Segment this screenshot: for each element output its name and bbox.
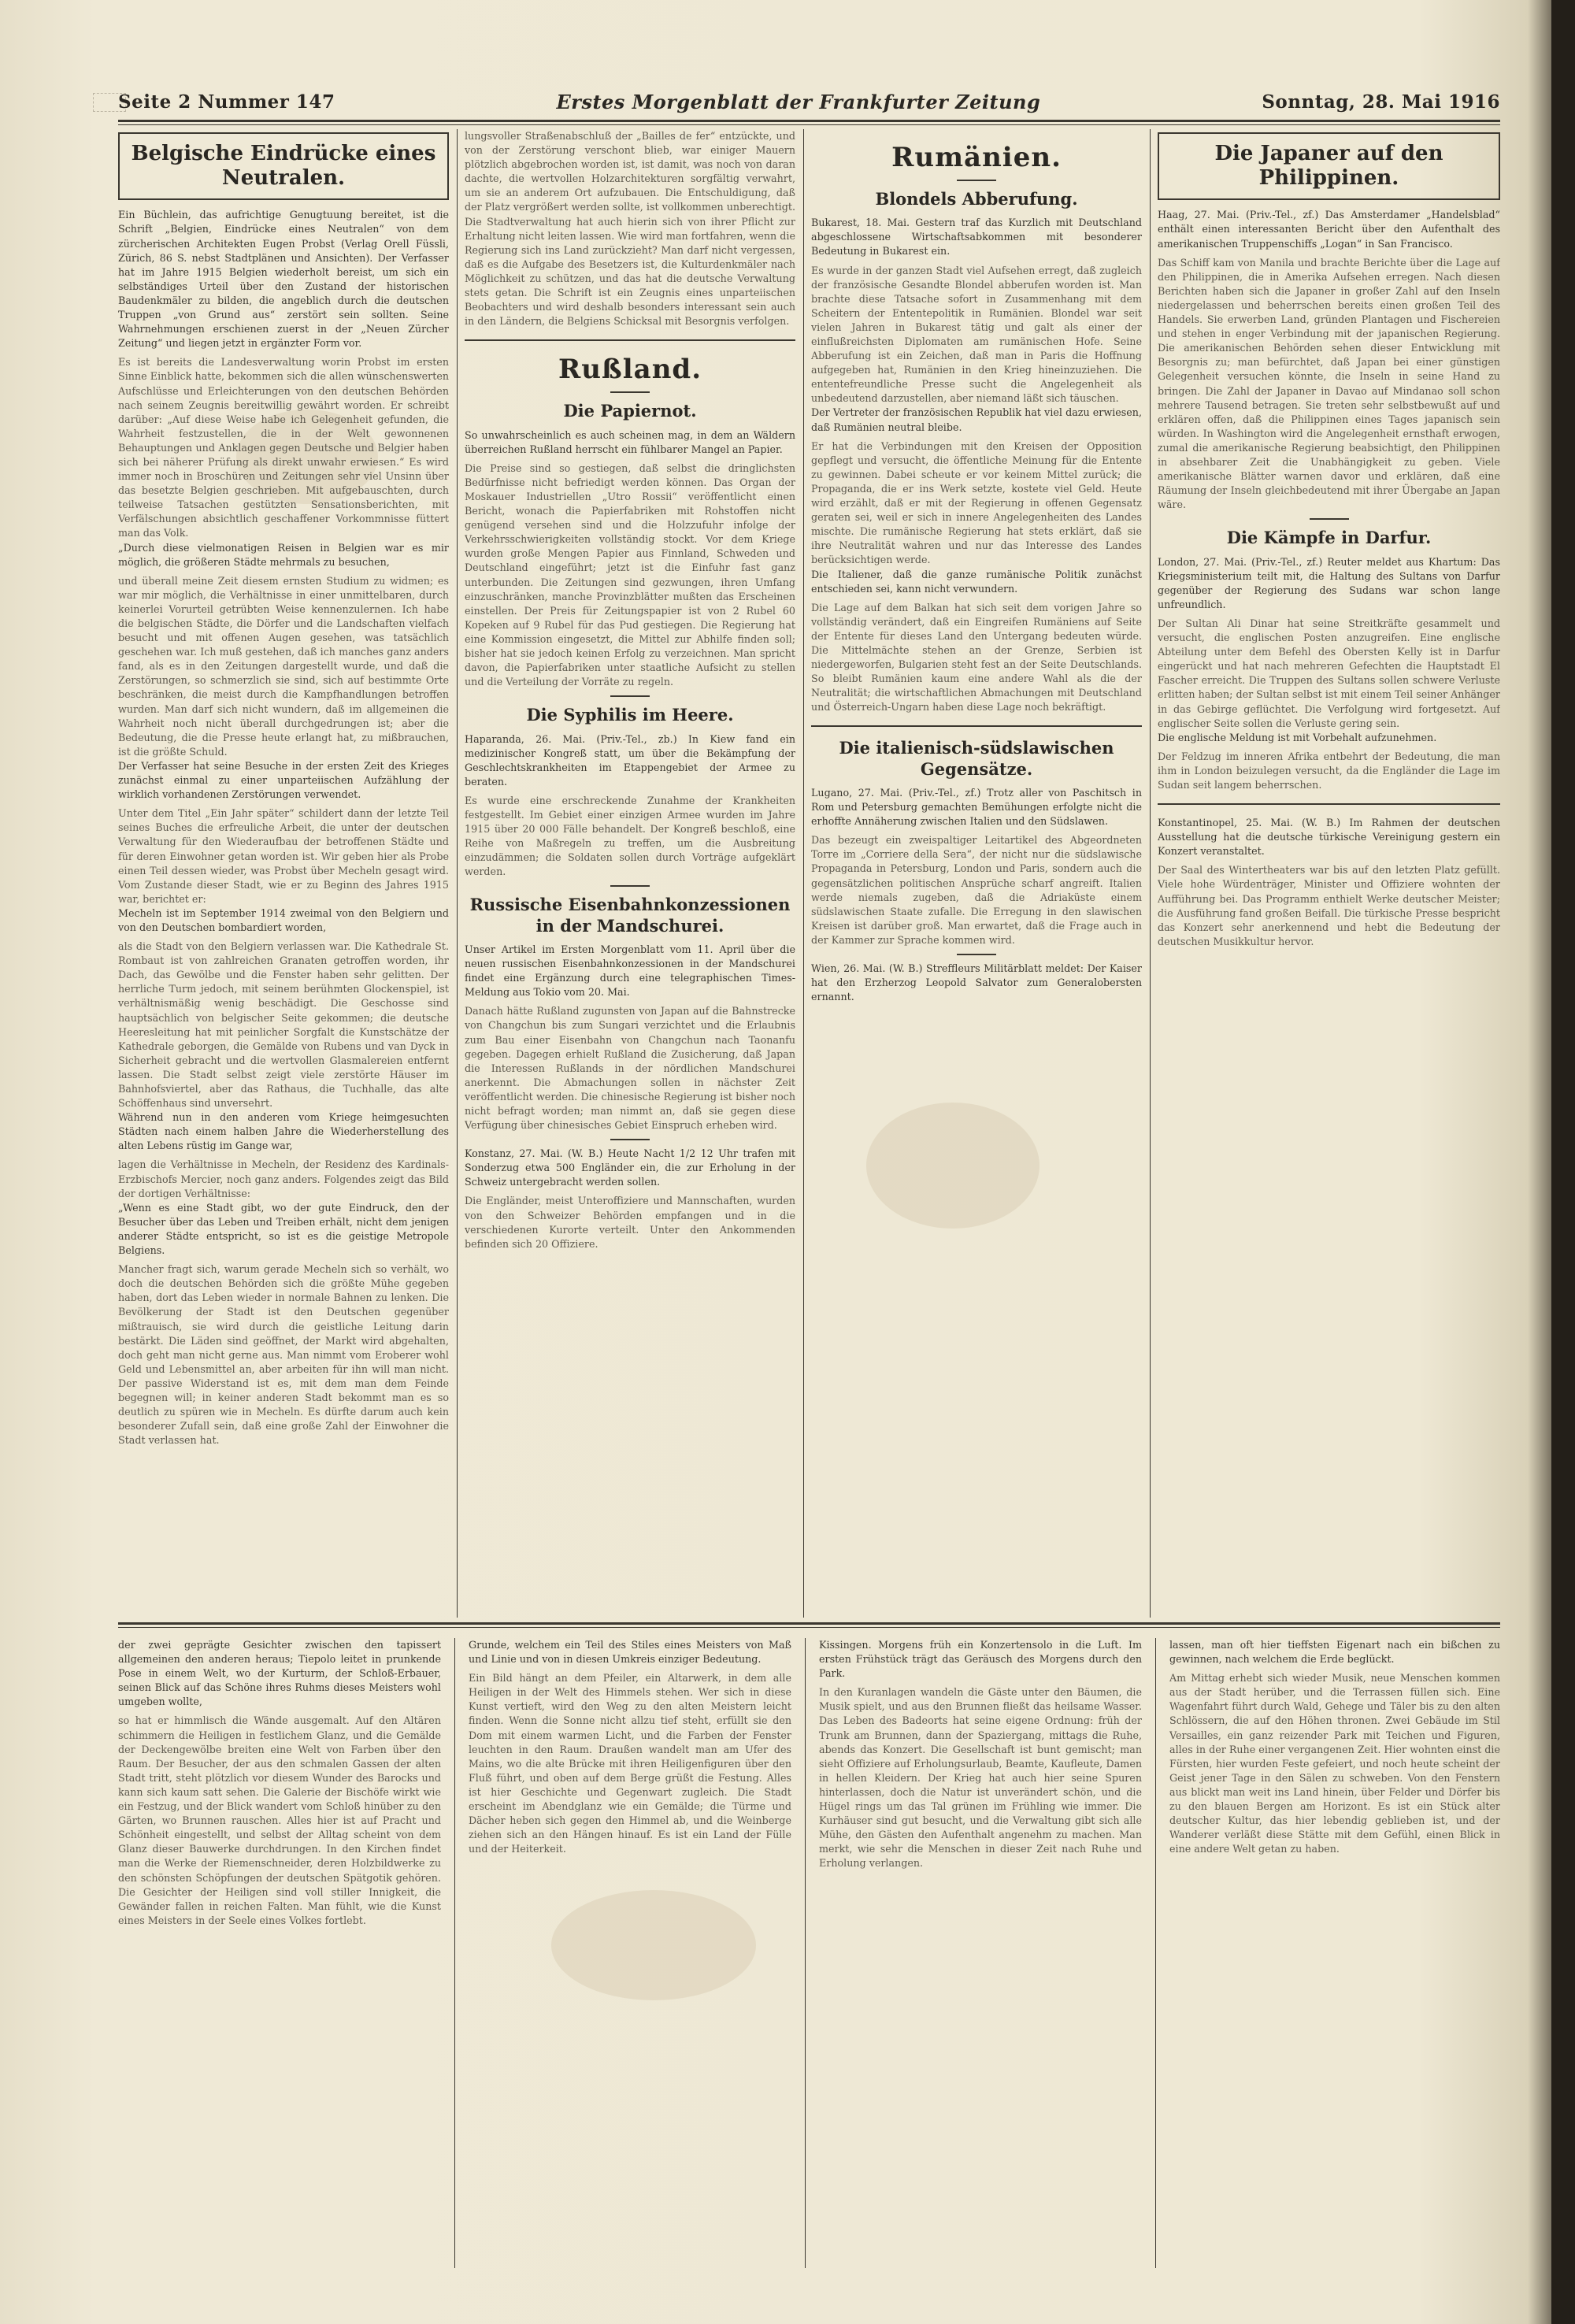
- article-body: Mancher fragt sich, warum gerade Mecheln sich so verhält, wo doch die deutschen Behörden sich die größte Mühe gegeben haben, dort das Leben wieder in normale Bahnen zu lenken. Die Bevölkerung der Stadt ist den Deutschen gegenüber mißtrauisch, sie wird durch die geistliche Leitung darin bestärkt. Die Läden sind geöffnet, der Markt wird abgehalten, doch geht man nicht gerne aus. Man nimmt vom Eroberer wohl Geld und Lebensmittel an, aber arbeiten für ihn will man nicht. Der passive Widerstand ist es, mit dem man dem Feinde begegnen will; in keiner anderen Stadt bekommt man es so deutlich zu spüren wie in Mecheln. Es dürfte darum auch kein besonderer Zufall sein, daß eine große Zahl der Einwohner die Stadt verlassen hat.: [118, 1263, 449, 1447]
- feuilleton-columns: [118, 1638, 1500, 2268]
- article-paragraph: So unwahrscheinlich es auch scheinen mag, in dem an Wäldern überreichen Rußland herrscht ein fühlbarer Mangel an Papier.: [465, 428, 795, 455]
- article-paragraph: Während nun in den anderen vom Kriege heimgesuchten Städten nach einem halben Jahre die Wiederherstellung des alten Lebens rüstig im Gange war,: [118, 1111, 449, 1152]
- article-title: Die Syphilis im Heere.: [526, 705, 734, 725]
- title-rule: [610, 1139, 650, 1140]
- article-paragraph: Wien, 26. Mai. (W. B.) Streffleurs Militärblatt meldet: Der Kaiser hat den Erzherzog Leopold Salvator zum Generalobersten ernannt.: [811, 962, 1142, 1003]
- article-body: Am Mittag erhebt sich wieder Musik, neue Menschen kommen aus der Stadt herüber, und die Terrassen füllen sich. Eine Wagenfahrt führt durch Wald, Gehege und Täler bis zu den alten Schlössern, die auf den Höhen thronen. Zwei Gebäude im Stil Versailles, ein ganz reizender Park mit Teichen und Figuren, alles in der Ruhe einer vergangenen Zeit. Hier wohnten einst die Fürsten, hier wurden Feste gefeiert, und noch heute scheint der Geist jener Tage in den Sälen zu schweben. Von den Fenstern aus blickt man weit ins Land hinein, über Felder und Dörfer bis zu den blauen Bergen am Horizont. Es ist ein Stück alter deutscher Kultur, das hier lebendig geblieben ist, und der Wanderer verläßt diese Stätte mit dem Gefühl, einen Blick in eine andere Welt getan zu haben.: [1169, 1672, 1500, 1855]
- column-belgien: [118, 129, 449, 1618]
- article-quote: „Wenn es eine Stadt gibt, wo der gute Eindruck, den der Besucher über das Leben und Treiben erhält, nicht dem jenigen anderer Städte entspricht, so ist es die geistige Metropole Belgiens.: [118, 1201, 449, 1257]
- column-japaner: [1158, 129, 1500, 1618]
- article-body: Danach hätte Rußland zugunsten von Japan auf die Bahnstrecke von Changchun bis zum Sungari verzichtet und die Erlaubnis zum Bau einer Eisenbahn von Changchun nach Taonanfu gegeben. Dagegen erhielt Rußland die Zusicherung, daß Japan die Interessen Rußlands in der nördlichen Mandschurei anerkennt. Die Abmachungen sollen in nächster Zeit veröffentlicht werden. Die chinesische Regierung ist bisher noch nicht befragt worden; man nimmt an, daß sie gegen diese Verfügung über chinesisches Gebiet Einspruch erheben wird.: [465, 1005, 795, 1132]
- article-body: Der Feldzug im inneren Afrika entbehrt der Bedeutung, die man ihm in London beizulegen versucht, da die Engländer die Lage im Sudan seit langem beherrschen.: [1158, 750, 1500, 791]
- article-paragraph: Die englische Meldung ist mit Vorbehalt aufzunehmen.: [1158, 731, 1437, 743]
- article-title: Blondels Abberufung.: [875, 189, 1078, 209]
- article-body: Die Lage auf dem Balkan hat sich seit dem vorigen Jahre so vollständig verändert, daß ein Eingreifen Rumäniens auf Seite der Entente für dieses Land den Untergang bedeuten würde. Die Mittelmächte stehen an der Grenze, Serbien ist niedergeworfen, Bulgarien steht fest an der Seite Deutschlands. So bleibt Rumänien kaum eine andere Wahl als die der Neutralität; die wirtschaftlichen Abmachungen mit Deutschland und Österreich-Ungarn haben diese Lage noch bekräftigt.: [811, 601, 1142, 714]
- article-body: Unter dem Titel „Ein Jahr später“ schildert dann der letzte Teil seines Buches die erfreuliche Arbeit, die unter der deutschen Verwaltung für den Wiederaufbau der betroffenen Städte und für deren Einwohner getan worden ist. Wir geben hier als Probe einen Teil dessen wieder, was Probst über Mecheln gesagt wird. Vom Zustande dieser Stadt, wie er zu Beginn des Jahres 1915 war, berichtet er:: [118, 807, 449, 905]
- article-body: Es wurde in der ganzen Stadt viel Aufsehen erregt, daß zugleich der französische Gesandte Blondel abberufen worden ist. Man brachte diese Tatsache sofort in Zusammenhang mit dem Scheitern der Ententepolitik in Rumänien. Blondel war seit vielen Jahren in Bukarest tätig und galt als einer der einflußreichsten Diplomaten am rumänischen Hofe. Seine Abberufung ist ein Zeichen, daß man in Paris die Hoffnung aufgegeben hat, Rumänien in den Krieg hineinzuziehen. Die ententefreundliche Presse sucht die Angelegenheit als unbedeutend darzustellen, aber niemand läßt sich täuschen.: [811, 264, 1142, 405]
- article-body: lungsvoller Straßenabschluß der „Bailles de fer“ entzückte, und von der Zerstörung verschont blieb, war einiger Mauern plötzlich abgebrochen worden ist, ist damit, was noch von daran dachte, die wertvollen Holzarchitekturen sorgfältig verwahrt, um sie an anderem Ort aufzubauen. Die Entschuldigung, daß der Platz vergrößert werden sollte, ist vollkommen unberechtigt. Die Stadtverwaltung hat auch hierin sich von ihrer Pflicht zur Erhaltung nicht leiten lassen. Wie wird man fortfahren, wenn die Regierung sich ins Land zurückzieht? Man darf nicht vergessen, daß es die Aufgabe des Besetzers ist, die Kulturdenkmäler nach Möglichkeit zu schützen, und das hat die deutsche Verwaltung stets getan. Die Schrift ist ein Zeugnis eines unparteiischen Beobachters und wird deshalb besonders interessant sein auch in den Ländern, die Belgiens Schicksal mit Besorgnis verfolgen.: [465, 130, 795, 328]
- feuilleton-col-1: [118, 1638, 441, 2268]
- column-rule: [803, 129, 804, 1618]
- article-paragraph: Der Vertreter der französischen Republik hat viel dazu erwiesen, daß Rumänien neutral bleibe.: [811, 406, 1142, 433]
- article-body: In den Kuranlagen wandeln die Gäste unter den Bäumen, die Musik spielt, und aus den Brunnen fließt das heilsame Wasser. Das Leben des Badeorts hat seine eigene Ordnung: früh der Trunk am Brunnen, dann der Spaziergang, mittags die Ruhe, abends das Konzert. Die Gesellschaft ist bunt gemischt; man sieht Offiziere auf Erholungsurlaub, Beamte, Kaufleute, Damen in hellen Kleidern. Der Krieg hat auch hier seine Spuren hinterlassen, doch die Natur ist unverändert schön, und die Hügel rings um das Tal grünen im Frühling wie immer. Die Kurhäuser sind gut besucht, und die Verwaltung gibt sich alle Mühe, den Gästen den Aufenthalt angenehm zu machen. Man merkt, wie sehr die Menschen in dieser Zeit nach Ruhe und Erholung verlangen.: [819, 1686, 1142, 1870]
- article-paragraph: Unser Artikel im Ersten Morgenblatt vom 11. April über die neuen russischen Eisenbahnkonzessionen in der Mandschurei findet eine Ergänzung durch eine telegraphischen Times-Meldung aus Tokio vom 20. Mai.: [465, 943, 795, 999]
- article-paragraph: lassen, man oft hier tieffsten Eigenart nach ein bißchen zu gewinnen, nach welchem die Erde beglückt.: [1169, 1639, 1500, 1666]
- article-paragraph: London, 27. Mai. (Priv.-Tel., zf.) Reuter meldet aus Khartum: Das Kriegsministerium teilt mit, die Haltung des Sultans von Darfur gegenüber der Regierung des Sudans war schon lange unfreundlich.: [1158, 555, 1500, 610]
- article-headline: Die Japaner auf den Philippinen.: [1158, 132, 1500, 200]
- article-body: Ein Bild hängt an dem Pfeiler, ein Altarwerk, in dem alle Heiligen in der Welt des Himmels stehen. Wer sich in diese Kunst vertieft, wird den Weg zu den alten Meistern leicht finden. Wenn die Sonne nicht allzu tief steht, erfüllt sie den Dom mit einem warmen Licht, und die Farben der Fenster leuchten in den Raum. Draußen wandelt man am Ufer des Mains, wo die alte Brücke mit ihren Heiligenfiguren über den Fluß führt, und oben auf dem Berge grüßt die Festung. Alles ist hier Geschichte und Gegenwart zugleich. Die Stadt erscheint im Abendglanz wie ein Gemälde; die Türme und Dächer heben sich gegen den Himmel ab, und die Weinberge ziehen sich an den Hängen hinauf. Es ist ein Land der Fülle und der Heiterkeit.: [469, 1672, 791, 1855]
- article-body: Der Saal des Wintertheaters war bis auf den letzten Platz gefüllt. Viele hohe Würdenträger, Minister und Offiziere wohnten der Aufführung bei. Das Programm enthielt Werke deutscher Meister; die Ausführung fand großen Beifall. Die türkische Presse bespricht das Konzert sehr anerkennend und hebt die Bedeutung der deutschen Musikkultur hervor.: [1158, 864, 1500, 947]
- title-rule: [957, 954, 996, 955]
- feuilleton-col-3: [819, 1638, 1142, 2268]
- feuilleton-rule-thin: [118, 1627, 1500, 1628]
- article-body: Das bezeugt ein zweispaltiger Leitartikel des Abgeordneten Torre im „Corriere della Sera“, der nicht nur die südslawische Propaganda in Petersburg, London und Paris, sondern auch die gegensätzlichen politischen Ansprüche scharf angreift. Italien werde niemals zugeben, daß die Adriaküste einem südslawischen Staate zufalle. Die Erregung in den slawischen Kreisen ist darüber groß. Man erwartet, daß die Frage auch in der Kammer zur Sprache kommen wird.: [811, 834, 1142, 946]
- section-title: Rußland.: [558, 354, 702, 386]
- article-body: Das Schiff kam von Manila und brachte Berichte über die Lage auf den Philippinen, die in Amerika Aufsehen erregen. Nach diesen Berichten haben sich die Japaner in großer Zahl auf den Inseln niedergelassen und beherrschen bereits einen großen Teil des Handels. Sie erwerben Land, gründen Plantagen und Fischereien und stehen in enger Verbindung mit der japanischen Regierung. Die amerikanischen Behörden sehen dieser Entwicklung mit Besorgnis zu; man befürchtet, daß Japan bei einer günstigen Gelegenheit versuchen könnte, die Inseln in seine Hand zu bringen. Die Zahl der Japaner in Davao auf Mindanao soll schon mehrere Tausend betragen. Sie treten sehr selbstbewußt auf und erklären offen, daß die Philippinen eines Tages japanisch sein würden. In Washington wird die Angelegenheit ernsthaft erwogen, zumal die amerikanische Regierung beabsichtigt, den Philippinen in absehbarer Zeit die Unabhängigkeit zu geben. Viele amerikanische Blätter warnen davor und erklären, daß eine Räumung der Inseln gleichbedeutend mit ihrer Übergabe an Japan wäre.: [1158, 256, 1500, 511]
- section-divider: [465, 339, 795, 341]
- article-paragraph: Konstanz, 27. Mai. (W. B.) Heute Nacht 1/2 12 Uhr trafen mit Sonderzug etwa 500 Engländer ein, die zur Erholung in der Schweiz untergebracht werden sollen.: [465, 1147, 795, 1188]
- column-rule: [1150, 129, 1151, 1618]
- article-body: Er hat die Verbindungen mit den Kreisen der Opposition gepflegt und versucht, die öffentliche Meinung für die Entente zu gewinnen. Dabei scheute er vor keinem Mittel zurück; die Propaganda, die er ins Werk setzte, kostete viel Geld. Heute wird erzählt, daß er mit der Regierung in offenen Gegensatz geraten sei, weil er sich in innere Angelegenheiten des Landes mischte. Die rumänische Regierung hat stets erklärt, daß sie ihre Neutralität wahren und nur das Interesse des Landes berücksichtigen werde.: [811, 439, 1142, 566]
- page-edge-shadow: [1551, 0, 1575, 2324]
- masthead-rule-thin: [118, 124, 1500, 125]
- section-divider: [811, 725, 1142, 727]
- column-rule: [805, 1638, 806, 2268]
- article-paragraph: Lugano, 27. Mai. (Priv.-Tel., zf.) Trotz aller von Paschitsch in Rom und Petersburg gemachten Bemühungen erfolgte nicht die erhoffte Annäherung zwischen Italien und den Südslawen.: [811, 786, 1142, 828]
- article-body: lagen die Verhältnisse in Mecheln, der Residenz des Kardinals-Erzbischofs Mercier, noch ganz anders. Folgendes zeigt das Bild der dortigen Verhältnisse:: [118, 1158, 449, 1199]
- article-paragraph: Die Italiener, daß die ganze rumänische Politik zunächst entschieden sei, kann nicht verwundern.: [811, 568, 1142, 595]
- article-quote: „Durch diese vielmonatigen Reisen in Belgien war es mir möglich, die größeren Städte mehrmals zu besuchen,: [118, 541, 449, 568]
- article-paragraph: Mecheln ist im September 1914 zweimal von den Belgiern und von den Deutschen bombardiert worden,: [118, 906, 449, 933]
- article-paragraph: Der Verfasser hat seine Besuche in der ersten Zeit des Krieges zunächst einmal zu einer unparteiischen Aufzählung der wirklich vorhandenen Zerstörungen verwendet.: [118, 759, 449, 801]
- title-rule: [957, 180, 996, 181]
- article-headline: Belgische Eindrücke eines Neutralen.: [118, 132, 449, 200]
- article-title: Russische Eisenbahnkonzessionen in der Mandschurei.: [469, 895, 791, 936]
- paper-title: Erstes Morgenblatt der Frankfurter Zeitung: [556, 90, 1041, 113]
- article-paragraph: Haparanda, 26. Mai. (Priv.-Tel., zb.) In Kiew fand ein medizinischer Kongreß statt, um über die Bekämpfung der Geschlechtskrankheiten im Etappengebiet der Armee zu beraten.: [465, 732, 795, 788]
- article-paragraph: Grunde, welchem ein Teil des Stiles eines Meisters von Maß und Linie und von in diesen Umkreis einziger Bedeutung.: [469, 1639, 791, 1666]
- article-title: Die Kämpfe in Darfur.: [1226, 528, 1432, 548]
- article-paragraph: Ein Büchlein, das aufrichtige Genugtuung bereitet, ist die Schrift „Belgien, Eindrücke eines Neutralen“ von dem zürcherischen Architekten Eugen Probst (Verlag Orell Füssli, Zürich, 86 S. nebst Stadtplänen und Ansichten). Der Verfasser hat im Jahre 1915 Belgien wiederholt bereist, um sich ein selbständiges Urteil über den Zustand der historischen Baudenkmäler zu bilden, die angeblich durch die deutschen Truppen „von Grund aus“ zerstört sein sollten. Seine Wahrnehmungen erschienen zuerst in der „Neuen Zürcher Zeitung“ und liegen jetzt in ergänzter Form vor.: [118, 209, 449, 350]
- masthead-rule: [118, 120, 1500, 122]
- article-body: Der Sultan Ali Dinar hat seine Streitkräfte gesammelt und versucht, die englischen Posten anzugreifen. Eine englische Abteilung unter dem Befehl des Obersten Kelly ist in Darfur eingerückt und hat nach mehreren Gefechten die Hauptstadt El Fascher erreicht. Die Truppen des Sultans sollen schwere Verluste erlitten haben; der Sultan selbst ist mit einem Teil seiner Anhänger in das Gebirge geflüchtet. Die Verfolgung wird fortgesetzt. Auf englischer Seite sollen die Verluste gering sein.: [1158, 617, 1500, 729]
- title-rule: [610, 391, 650, 393]
- column-rule: [1155, 1638, 1156, 2268]
- column-rumaenien: [811, 129, 1142, 1618]
- article-paragraph: Haag, 27. Mai. (Priv.-Tel., zf.) Das Amsterdamer „Handelsblad“ enthält einen interessanten Bericht über den Aufenthalt des amerikanischen Truppenschiffs „Logan“ in San Francisco.: [1158, 209, 1500, 250]
- column-rule: [457, 129, 458, 1618]
- article-body: Die Preise sind so gestiegen, daß selbst die dringlichsten Bedürfnisse nicht befriedigt werden können. Das Organ der Moskauer Industriellen „Utro Rossii“ veröffentlicht einen Bericht, wonach die Papierfabriken mit Rohstoffen nicht genügend versehen sind und die Holzzufuhr infolge der Verkehrsschwierigkeiten vollständig stockt. Vor dem Kriege wurden große Mengen Papier aus Finnland, Schweden und Deutschland eingeführt; jetzt ist die Einfuhr fast ganz unterbunden. Die Zeitungen sind gezwungen, ihren Umfang einzuschränken, manche Provinzblätter mußten das Erscheinen einstellen. Der Preis für Zeitungspapier ist von 2 Rubel 60 Kopeken auf 9 Rubel für das Pud gestiegen. Die Regierung hat eine Kommission eingesetzt, die Mittel zur Abhilfe finden soll; bisher hat sie jedoch keinen Erfolg zu verzeichnen. Man spricht davon, die Papierfabriken unter staatliche Aufsicht zu stellen und die Verteilung der Vorräte zu regeln.: [465, 461, 795, 688]
- article-paragraph: Kissingen. Morgens früh ein Konzertensolo in die Luft. Im ersten Frühstück trägt das Geräusch des Morgens durch den Park.: [819, 1639, 1142, 1680]
- article-paragraph: Bukarest, 18. Mai. Gestern traf das Kurzlich mit Deutschland abgeschlossene Wirtschaftsabkommen mit besonderer Bedeutung in Bukarest ein.: [811, 217, 1142, 258]
- feuilleton-col-2: [469, 1638, 791, 2268]
- article-body: und überall meine Zeit diesem ernsten Studium zu widmen; es war mir möglich, die Verhältnisse in einer unmittelbaren, durch keinerlei Vorurteil getrübten Weise kennenzulernen. Ich habe die belgischen Städte, die Dörfer und die Landschaften vielfach besucht und mit offenen Augen gesehen, was tatsächlich geschehen war. Ich muß gestehen, daß ich manches ganz anders fand, als es in den Zeitungen dargestellt wurde, und daß die Zerstörungen, so schmerzlich sie sind, sich auf bestimmte Orte beschränken, die meist durch die Kampfhandlungen betroffen wurden. Man darf sich nicht wundern, daß im allgemeinen die Wahrheit noch nicht überall durchgedrungen ist; aber die Bedeutung, die die Presse heute erlangt hat, zu mißbrauchen, ist die größte Schuld.: [118, 574, 449, 758]
- upper-columns: [118, 129, 1500, 1618]
- article-body: Es ist bereits die Landesverwaltung worin Probst im ersten Sinne Einblick hatte, bekommen sich die allen wünschenswerten Aufschlüsse und Erleichterungen von den deutschen Behörden nach seinem Zeugnis bereitwillig gewährt worden. Er schreibt darüber: „Auf diese Weise habe ich Gelegenheit gefunden, die Wahrheit festzustellen, die in der Welt gewonnenen Behauptungen und Anklagen gegen Deutsche und Belgier haben sich bei näherer Prüfung als direkt unwahr erwiesen.“ Es wird immer noch in Broschüren und Zeitungen sehr viel Unsinn über das besetzte Belgien geschrieben. Mit aufgebauschten, durch teilweise Tatsachen gestützten Sensationsberichten, mit Verfälschungen absichtlich geschaffener Vorkommnisse füttert man das Volk.: [118, 356, 449, 539]
- masthead: [118, 85, 1500, 118]
- article-body: so hat er himmlisch die Wände ausgemalt. Auf den Altären schimmern die Heiligen in festlichem Glanz, und die Gemälde der Deckengewölbe breiten eine Welt von Farben über den Raum. Der Besucher, der aus den schmalen Gassen der alten Stadt tritt, steht plötzlich vor diesem Wunder des Barocks und kann sich kaum satt sehen. Die Galerie der Bischöfe wirkt wie ein Festzug, und der Blick wandert vom Schloß hinüber zu den Gärten, wo Brunnen rauschen. Alles hier ist auf Pracht und Schönheit eingestellt, und selbst der Alltag scheint von dem Glanz dieser Bauwerke durchdrungen. In den Kirchen findet man die Werke der Riemenschneider, deren Holzbildwerke zu den schönsten Schöpfungen der deutschen Spätgotik gehören. Die Gesichter der Heiligen sind voll stiller Innigkeit, die Gewänder fallen in reichen Falten. Man fühlt, wie die Kunst eines Meisters in der Seele eines Volkes fortlebt.: [118, 1714, 441, 1926]
- title-rule: [610, 695, 650, 697]
- article-body: Die Engländer, meist Unteroffiziere und Mannschaften, wurden von den Schweizer Behörden empfangen und in die verschiedenen Kurorte verteilt. Unter den Ankommenden befinden sich 20 Offiziere.: [465, 1195, 795, 1250]
- issue-date: Sonntag, 28. Mai 1916: [1262, 91, 1500, 113]
- section-title: Rumänien.: [891, 142, 1062, 173]
- article-paragraph: Konstantinopel, 25. Mai. (W. B.) Im Rahmen der deutschen Ausstellung hat die deutsche türkische Vereinigung gestern ein Konzert veranstaltet.: [1158, 817, 1500, 858]
- article-paragraph: der zwei geprägte Gesichter zwischen den tapissert allgemeinen den anderen heraus; Tiepolo leitet in prunkende Pose in einem Welt, wo der Kurturm, der Schloß-Erbauer, seinen Blick auf das Schöne ihres Ruhms dieses Meisters wohl umgeben wollte,: [118, 1639, 441, 1708]
- section-divider: [1158, 803, 1500, 805]
- column-rule: [454, 1638, 455, 2268]
- article-body: Es wurde eine erschreckende Zunahme der Krankheiten festgestellt. Im Gebiet einer einzigen Armee wurden im Jahre 1915 über 20 000 Fälle behandelt. Der Kongreß beschloß, eine Reihe von Maßregeln zu treffen, um die Ausbreitung einzudämmen; die Soldaten sollen durch Vorträge aufgeklärt werden.: [465, 794, 795, 878]
- article-body: als die Stadt von den Belgiern verlassen war. Die Kathedrale St. Rombaut ist von zahlreichen Granaten getroffen worden, ihr Dach, das Gewölbe und die Fenster haben sehr gelitten. Der herrliche Turm jedoch, mit seinem berühmten Glockenspiel, ist verhältnismäßig wenig beschädigt. Die Geschosse sind hauptsächlich von belgischer Seite gekommen; die deutsche Heeresleitung hat mit peinlicher Sorgfalt die Kunstschätze der Kathedrale geborgen, die Gemälde von Rubens und van Dyck in Sicherheit gebracht und die wertvollen Glasmalereien entfernt lassen. Die Stadt selbst zeigt viele zerstörte Häuser im Bahnhofsviertel, aber das Rathaus, die Tuchhalle, das alte Schöffenhaus sind unversehrt.: [118, 940, 449, 1110]
- title-rule: [610, 885, 650, 887]
- column-russland: [465, 129, 795, 1618]
- feuilleton-rule: [118, 1622, 1500, 1625]
- page-number: Seite 2 Nummer 147: [118, 91, 335, 113]
- title-rule: [1310, 518, 1349, 520]
- article-title: Die italienisch-südslawischen Gegensätze.: [839, 738, 1114, 779]
- feuilleton-col-4: [1169, 1638, 1500, 2268]
- article-title: Die Papiernot.: [563, 401, 697, 421]
